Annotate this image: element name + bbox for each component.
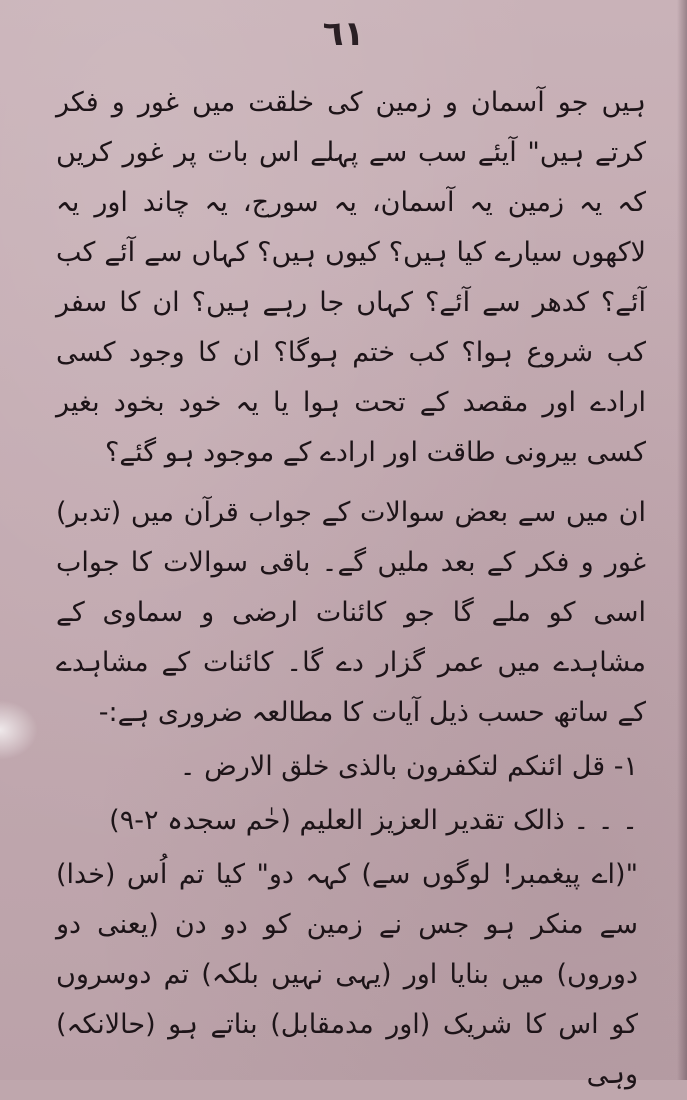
verse-line: ١- قل ائنکم لتکفرون بالذی خلق الارض ۔ <box>179 751 638 782</box>
verse-translation: "(اے پیغمبر! لوگوں سے) کہہ دو" کیا تم اُس (خدا) سے منکر ہو جس نے زمین کو دو دن (یعنی دو دوروں) میں بنایا اور (یہی نہیں بلکہ) تم دوسروں کو اس کا شریک (اور مدمقابل) بناتے ہو (حالانکہ) وہی <box>56 859 638 1090</box>
verse-line: ۔ ۔ ۔ ذالک تقدیر العزیز العلیم (حٰم سجدہ ٢-٩) <box>109 805 638 836</box>
paragraph: ان میں سے بعض سوالات کے جواب قرآن میں (تدبر) غور و فکر کے بعد ملیں گے۔ باقی سوالات کا جواب اسی کو ملے گا جو کائنات ارضی و سماوی کے مشاہدے میں عمر گزار دے گا۔ کائنات کے مشاہدے کے ساتھ حسب ذیل آیات کا مطالعہ ضروری ہے:- <box>56 497 646 728</box>
page-number: ٦١ <box>322 14 365 54</box>
paragraph: ہیں جو آسمان و زمین کی خلقت میں غور و فکر کرتے ہیں" آیئے سب سے پہلے اس بات پر غور کریں کہ یہ زمین یہ آسمان، یہ سورج، یہ چاند اور یہ لاکھوں سیارے کیا ہیں؟ کیوں ہیں؟ کہاں سے آئے کب آئے؟ کدھر سے آئے؟ کہاں جا رہے ہیں؟ ان کا سفر کب شروع ہوا؟ کب ختم ہوگا؟ ان کا وجود کسی ارادے اور مقصد کے تحت ہوا یا یہ خود بخود بغیر کسی بیرونی طاقت اور ارادے کے موجود ہو گئے؟ <box>56 87 646 468</box>
page-body <box>56 78 646 1090</box>
light-glare <box>0 700 38 760</box>
